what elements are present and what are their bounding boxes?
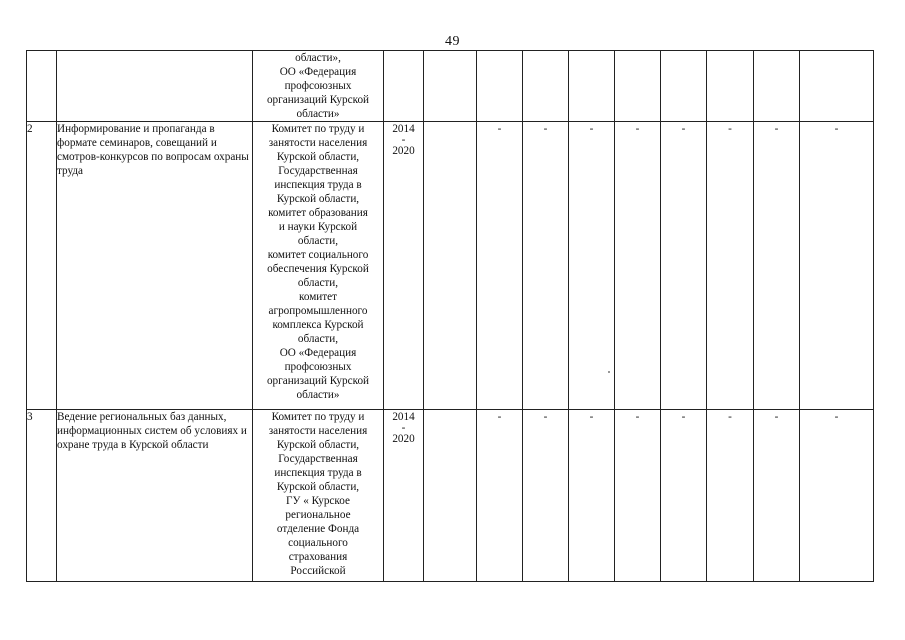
- executor-line: Государственная: [278, 165, 358, 177]
- value-cell: -: [477, 122, 523, 410]
- value-cell: [615, 51, 661, 122]
- value-cell: [569, 51, 615, 122]
- executor-line: занятости населения: [268, 137, 368, 149]
- value-cell: [707, 51, 754, 122]
- period-end: 2020: [392, 145, 415, 157]
- executor-line: страхования: [288, 551, 348, 563]
- table-row: [27, 122, 874, 410]
- executor-line: комитет социального: [267, 249, 369, 261]
- value-cell: [477, 51, 523, 122]
- period-start: 2014: [392, 123, 415, 135]
- executor-line: области,: [297, 235, 339, 247]
- value-cell: -: [707, 410, 754, 582]
- value-cell: -: [615, 122, 661, 410]
- executor-line: профсоюзных: [284, 361, 352, 373]
- value-cell: -: [523, 122, 569, 410]
- executor-line: Комитет по труду и: [271, 411, 365, 423]
- executor-line: ГУ « Курское: [286, 495, 350, 507]
- executor-line: Курской области,: [276, 481, 360, 493]
- executor-line: Российской: [290, 565, 346, 577]
- executor-line: профсоюзных: [284, 80, 352, 92]
- executor-line: агропромышленного: [268, 305, 368, 317]
- value-cell: -: [800, 122, 874, 410]
- table-row: [27, 51, 874, 122]
- executor-line: и науки Курской: [278, 221, 358, 233]
- value-cell: -: [661, 410, 707, 582]
- value-cell: -: [569, 410, 615, 582]
- executor-line: области,: [297, 333, 339, 345]
- page-number: 49: [445, 34, 460, 49]
- value-cell: [424, 410, 477, 582]
- period-start: 2014: [392, 411, 415, 423]
- scan-speck: [608, 371, 610, 373]
- value-cell: -: [523, 410, 569, 582]
- table-body: [27, 51, 874, 582]
- executor-line: комитет образования: [268, 207, 368, 219]
- value-cell: [523, 51, 569, 122]
- executor-line: Государственная: [278, 453, 358, 465]
- program-table: [26, 50, 874, 582]
- row-number: 3: [27, 410, 57, 582]
- value-cell: -: [569, 122, 615, 410]
- executor-line: организаций Курской: [266, 375, 370, 387]
- value-cell: [800, 51, 874, 122]
- executor-line: инспекция труда в: [274, 179, 362, 191]
- executor-line: занятости населения: [268, 425, 368, 437]
- executor-line: области»,: [295, 52, 341, 64]
- executor-line: Курской области,: [276, 151, 360, 163]
- executor-line: области»: [296, 108, 340, 120]
- executor-line: Курской области,: [276, 439, 360, 451]
- executor-line: области»: [296, 389, 340, 401]
- executor-line: ОО «Федерация: [279, 66, 357, 78]
- executor-line: комитет: [298, 291, 338, 303]
- executor-line: инспекция труда в: [274, 467, 362, 479]
- row-number: [27, 51, 57, 122]
- executor-line: Курской области,: [276, 193, 360, 205]
- executor-line: социального: [288, 537, 348, 549]
- value-cell: [424, 51, 477, 122]
- period-cell: [384, 122, 424, 410]
- period-dash: -: [401, 134, 406, 146]
- period-dash: -: [401, 422, 406, 434]
- executor-line: Комитет по труду и: [271, 123, 365, 135]
- row-number: 2: [27, 122, 57, 410]
- value-cell: -: [707, 122, 754, 410]
- executor-line: обеспечения Курской: [267, 263, 369, 275]
- executor-line: комплекса Курской: [272, 319, 364, 331]
- value-cell: -: [661, 122, 707, 410]
- period-end: 2020: [392, 433, 415, 445]
- executor-line: области,: [297, 277, 339, 289]
- table-row: [27, 410, 874, 582]
- period-cell: [384, 51, 424, 122]
- executor-line: отделение Фонда: [276, 523, 360, 535]
- executor-line: ОО «Федерация: [279, 347, 357, 359]
- executors-cell: [253, 122, 384, 410]
- value-cell: -: [615, 410, 661, 582]
- value-cell: -: [754, 410, 800, 582]
- event-description: Ведение региональных баз данных, информационных систем об условиях и охране труда в Курской области: [57, 410, 253, 582]
- executor-line: организаций Курской: [266, 94, 370, 106]
- event-description: Информирование и пропаганда в формате семинаров, совещаний и смотров-конкурсов по вопросам охраны труда: [57, 122, 253, 410]
- executors-cell: [253, 51, 384, 122]
- value-cell: -: [754, 122, 800, 410]
- value-cell: [661, 51, 707, 122]
- event-description: [57, 51, 253, 122]
- executor-line: региональное: [285, 509, 351, 521]
- value-cell: [754, 51, 800, 122]
- value-cell: [424, 122, 477, 410]
- executors-cell: [253, 410, 384, 582]
- value-cell: -: [477, 410, 523, 582]
- value-cell: -: [800, 410, 874, 582]
- period-cell: [384, 410, 424, 582]
